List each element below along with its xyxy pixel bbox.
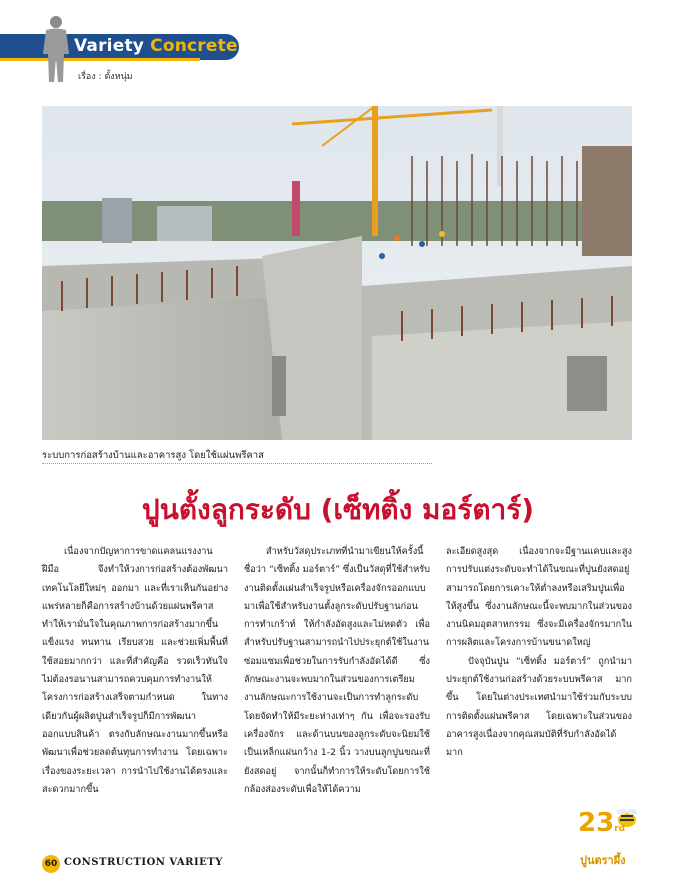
author-byline: เรื่อง : ตั้งหนุ่ม <box>78 72 133 82</box>
photo-caption: ระบบการก่อสร้างบ้านและอาคารสูง โดยใช้แผ่นพรีคาส <box>42 450 264 461</box>
article-title: ปูนตั้งลูกระดับ (เซ็ทติ้ง มอร์ตาร์) <box>141 493 535 526</box>
article-column-2 <box>244 543 430 799</box>
paragraph: เนื่องจากปัญหาการขาดแคลนแรงงานฝีมือ จึงทำให้วงการก่อสร้างต้องพัฒนาเทคโนโลยีใหม่ๆ ออกมา และที่เราเห็นกันอย่างแพร่หลายก็คือการสร้างบ้านด้วยแผ่นพรีคาส ทำให้เรามั่นใจในคุณภาพการก่อสร้างมากขึ้น แข็งแรง ทนทาน เรียบสวย และช่วยเพิ่มพื้นที่ใช้สอยมากกว่า และที่สำคัญคือ รวดเร็วทันใจ ไม่ต้องรอนานสามารถควบคุมการทำงานให้โครงการก่อสร้างเสร็จตามกำหนด ในทางเดียวกันผู้ผลิตปูนสำเร็จรูปก็มีการพัฒนาออกแบบสินค้า ตรงกับลักษณะงานมากขึ้นหรือพัฒนาเพื่อช่วยลดต้นทุนการทำงาน โดยเฉพาะเรื่องของระยะเวลา การนำไปใช้งานได้ตรงและสะดวกมากขึ้น <box>42 546 228 795</box>
paragraph: ละเอียดสูงสุด เนื่องจากจะมีฐานแคบและสูง การปรับแต่งระดับจะทำได้ในขณะที่ปูนยังสดอยู่ สามารถโดยการเคาะให้ต่ำลงหรือเสริมปูนเพื่อให้สูงขึ้น ซึ่งงานลักษณะนี้จะพบมากในส่วนของงานนิคมอุตสาหกรรม ซึ่งจะมีเครื่องจักรมากในการผลิตและโครงการบ้านขนาดใหญ่ <box>446 546 632 649</box>
article-column-3 <box>446 543 632 763</box>
anniversary-badge <box>578 808 625 838</box>
header-accent-line <box>0 58 200 61</box>
construction-site-photo <box>42 106 632 440</box>
magazine-name: CONSTRUCTION VARIETY <box>64 857 223 868</box>
anniversary-suffix: rd <box>614 824 626 834</box>
section-title-part2: Concrete <box>150 36 238 56</box>
page-number: 60 <box>42 855 60 873</box>
section-title-part1: Variety <box>74 36 151 56</box>
worker-silhouette-icon <box>36 14 76 84</box>
paragraph: สำหรับวัสดุประเภทที่นำมาเขียนให้ครั้งนี้ชื่อว่า “เซ็ทติ้ง มอร์ตาร์” ซึ่งเป็นวัสดุที่ใช้สำหรับงานติดตั้งแผ่นสำเร็จรูปหรือเครื่องจักรออกแบบมาเพื่อใช้สำหรับงานตั้งลูกระดับปรับฐานก่อนการทำเกร้าท์ ให้กำลังอัดสูงและไม่หดตัว เพื่อสำหรับปรับฐานสามารถนำไปประยุกต์ใช้ในงานซ่อมแซมเพื่อช่วยในการรับกำลังอัดได้ดี ซึ่งลักษณะงานจะพบมากในส่วนของการเตรียมงานลักษณะการใช้งานจะเป็นการทำลูกระดับโดยจัดทำให้มีระยะห่างเท่าๆ กัน เพื่อจะรองรับเครื่องจักร และด้านบนของลูกระดับจะนิยมใช้เป็นเหล็กแผ่นกว้าง 1-2 นิ้ว วางบนลูกปูนขณะที่ยังสดอยู่ จากนั้นก็ทำการให้ระดับโดยการใช้กล้องส่องระดับเพื่อให้ได้ความ <box>244 546 430 795</box>
paragraph: ปัจจุบันปูน “เซ็ทติ้ง มอร์ตาร์” ถูกนำมาประยุกต์ใช้งานก่อสร้างด้วยระบบพรีคาส มากขึ้น โดยในต่างประเทศนำมาใช้ร่วมกับระบบการติดตั้งแผ่นพรีคาส โดยเฉพาะในส่วนของอาคารสูงเนื่องจากคุณสมบัติที่รับกำลังอัดได้มาก <box>446 655 632 759</box>
anniversary-number: 23 <box>578 808 615 838</box>
brand-name: ปูนตราผึ้ง <box>580 854 626 867</box>
article-column-1 <box>42 543 228 799</box>
caption-divider <box>42 463 432 464</box>
section-title <box>74 36 238 56</box>
